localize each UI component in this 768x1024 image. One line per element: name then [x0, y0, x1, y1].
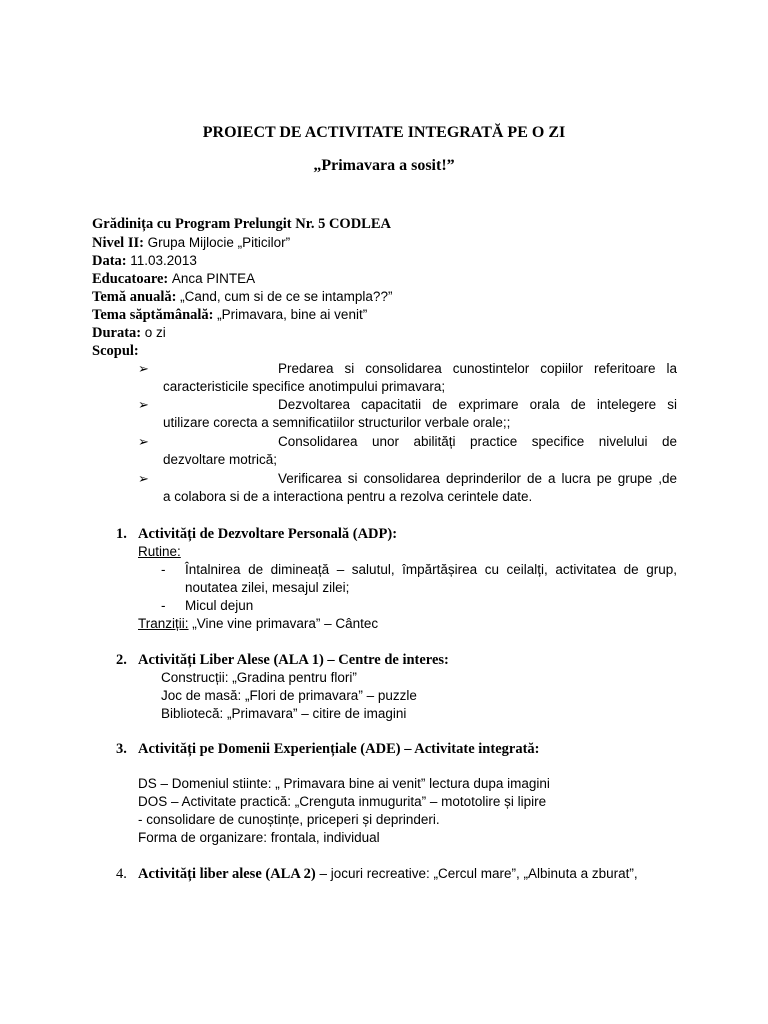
integrated-activity-line: - consolidare de cunoștințe, priceperi și deprinderi.: [138, 812, 440, 827]
section-4-line: [138, 866, 638, 883]
weekly-theme-label: Tema săptămânală:: [92, 307, 214, 323]
teacher-label: Educatoare:: [92, 271, 169, 287]
dash-bullet: -: [161, 598, 166, 613]
scope-item-1-line2: caracteristicile specifice anotimpului primavara;: [163, 379, 446, 394]
scope-item-4-line1: Verificarea si consolidarea deprinderilor de a lucra pe grupe ,de: [278, 471, 677, 486]
date-label: Data:: [92, 253, 127, 269]
transitions-line: [138, 616, 378, 631]
section-4-heading: Activități liber alese (ALA 2): [138, 866, 316, 882]
interest-center-item: Bibliotecă: „Primavara” – citire de imagini: [161, 706, 407, 721]
section-4-text: – jocuri recreative: „Cercul mare”, „Albinuta a zburat”,: [315, 866, 638, 881]
annual-theme-label: Temă anuală:: [92, 289, 177, 305]
interest-center-item: Joc de masă: „Flori de primavara” – puzzle: [161, 688, 417, 703]
interest-center-item: Construcții: „Gradina pentru flori”: [161, 670, 357, 685]
section-2-number: 2.: [116, 652, 127, 668]
duration-label: Durata:: [92, 325, 142, 341]
scope-item-2-line1: Dezvoltarea capacitatii de exprimare orala de intelegere si: [278, 397, 677, 412]
section-1-number: 1.: [116, 526, 127, 542]
dash-bullet: -: [161, 562, 166, 577]
section-4-number: 4.: [116, 866, 127, 882]
arrow-bullet-icon: ➢: [138, 361, 149, 376]
scope-item-4-line2: a colabora si de a interactiona pentru a rezolva cerintele date.: [163, 489, 533, 504]
annual-theme-value: „Cand, cum si de ce se intampla??”: [180, 289, 393, 304]
scope-item-3-line1: Consolidarea unor abilități practice specifice nivelului de: [278, 434, 677, 449]
transitions-label: Tranziții:: [138, 616, 189, 631]
date-value: 11.03.2013: [130, 253, 197, 268]
level-label: Nivel II:: [92, 235, 144, 251]
annual-theme-line: [92, 289, 392, 306]
scope-label: Scopul:: [92, 343, 139, 359]
duration-value: o zi: [144, 325, 166, 340]
section-2-heading: Activități Liber Alese (ALA 1) – Centre de interes:: [138, 652, 449, 668]
routine-2: Micul dejun: [185, 598, 254, 613]
document-subtitle: „Primavara a sosit!”: [313, 157, 455, 174]
integrated-activity-line: DOS – Activitate practică: „Crenguta inmugurita” – mototolire și lipire: [138, 794, 547, 809]
routines-label: Rutine:: [138, 544, 181, 559]
arrow-bullet-icon: ➢: [138, 397, 149, 412]
integrated-activity-line: DS – Domeniul stiinte: „ Primavara bine ai venit” lectura dupa imagini: [138, 776, 550, 791]
weekly-theme-value: „Primavara, bine ai venit”: [217, 307, 368, 322]
weekly-theme-line: [92, 307, 367, 324]
duration-line: [92, 325, 166, 342]
document-title: PROIECT DE ACTIVITATE INTEGRATĂ PE O ZI: [202, 124, 566, 141]
level-line: [92, 235, 290, 252]
arrow-bullet-icon: ➢: [138, 434, 149, 449]
level-value: Grupa Mijlocie „Piticilor”: [147, 235, 291, 250]
scope-item-2-line2: utilizare corecta a semnificatiilor structurilor verbale orale;;: [163, 415, 511, 430]
arrow-bullet-icon: ➢: [138, 471, 149, 486]
section-3-number: 3.: [116, 741, 127, 757]
integrated-activity-line: Forma de organizare: frontala, individual: [138, 830, 380, 845]
teacher-line: [92, 271, 255, 288]
teacher-value: Anca PINTEA: [171, 271, 256, 286]
section-3-heading: Activități pe Domenii Experiențiale (ADE) – Activitate integrată:: [138, 741, 540, 757]
routine-1-line2: noutatea zilei, mesajul zilei;: [185, 580, 350, 595]
scope-item-1-line1: Predarea si consolidarea cunostintelor copiilor referitoare la: [278, 361, 677, 376]
school-name: Grădinița cu Program Prelungit Nr. 5 CODLEA: [92, 216, 391, 232]
transitions-value: „Vine vine primavara” – Cântec: [192, 616, 379, 631]
scope-item-3-line2: dezvoltare motrică;: [163, 452, 278, 467]
section-1-heading: Activități de Dezvoltare Personală (ADP):: [138, 526, 398, 542]
date-line: [92, 253, 197, 270]
routine-1-line1: Întalnirea de dimineață – salutul, împărtășirea cu ceilalți, activitatea de grup,: [185, 562, 677, 577]
